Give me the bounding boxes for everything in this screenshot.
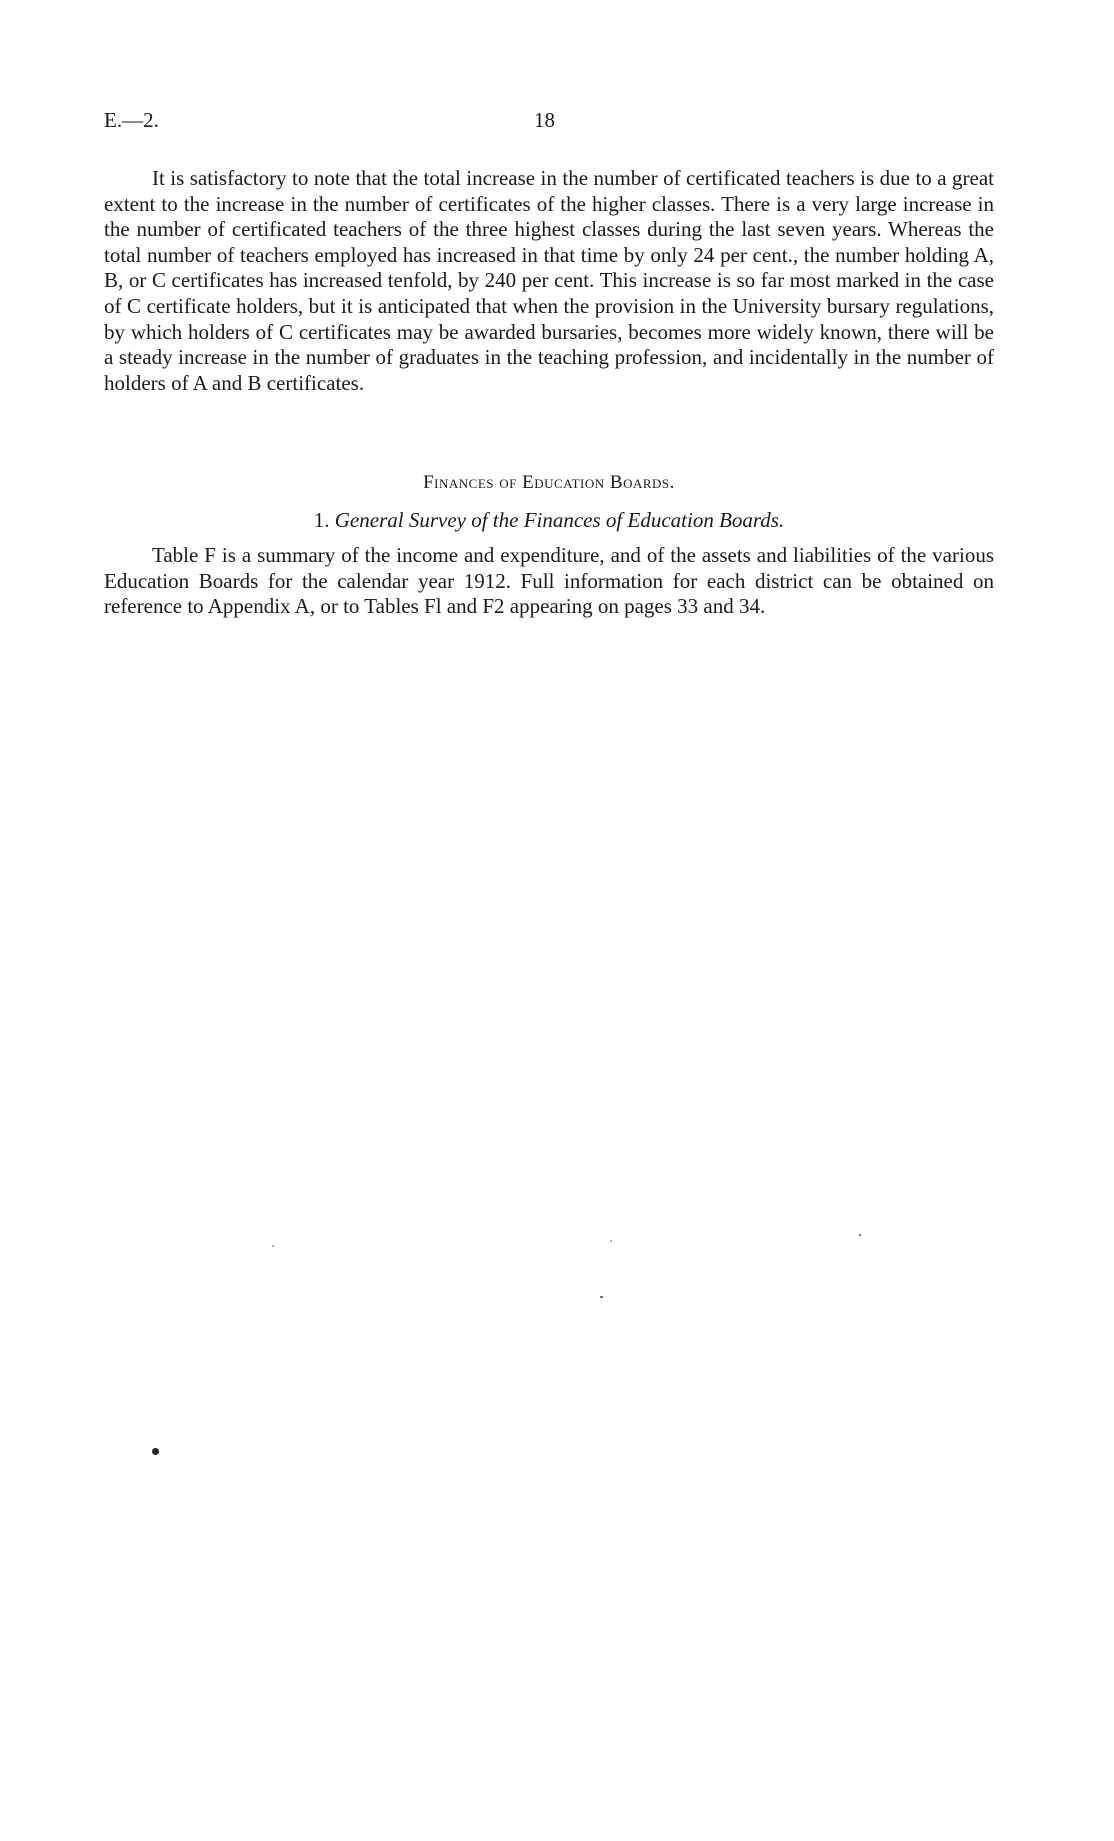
scan-speck — [152, 1448, 159, 1455]
paragraph-certificated-teachers: It is satisfactory to note that the total increase in the number of certificated teachers is due to a great extent to the increase in the number of certificates of the higher classes. There is a very large increase in the number of certificated teachers of the three highest classes during the last seven years. Whereas the total number of teachers employed has increased in that time by only 24 per cent., the number holding A, B, or C certificates has increased tenfold, by 240 per cent. This increase is so far most marked in the case of C certificate holders, but it is anticipated that when the provision in the University bursary regulations, by which holders of C certificates may be awarded bursaries, becomes more widely known, there will be a steady increase in the number of graduates in the teaching profession, and incidentally in the number of holders of A and B certificates. — [104, 166, 994, 395]
page-header — [104, 108, 994, 138]
scan-speck — [272, 1245, 274, 1247]
page-number: 18 — [534, 108, 555, 132]
body-section-certificates — [104, 166, 994, 396]
body-section-finances — [104, 543, 994, 620]
section-heading: Finances of Education Boards. — [423, 472, 675, 493]
scan-speck — [610, 1240, 612, 1242]
sub-heading — [104, 508, 994, 533]
scan-speck — [600, 1296, 603, 1298]
paragraph-table-f-summary: Table F is a summary of the income and expenditure, and of the assets and liabilities of the various Education Boards for the calendar year 1912. Full information for each district can be obtained on reference to Appendix A, or to Tables Fl and F2 appearing on pages 33 and 34. — [104, 543, 994, 619]
document-reference: E.—2. — [104, 108, 159, 132]
sub-heading-title: General Survey of the Finances of Education Boards. — [334, 508, 785, 532]
scan-speck — [859, 1234, 861, 1236]
sub-heading-number: 1. — [313, 508, 330, 532]
